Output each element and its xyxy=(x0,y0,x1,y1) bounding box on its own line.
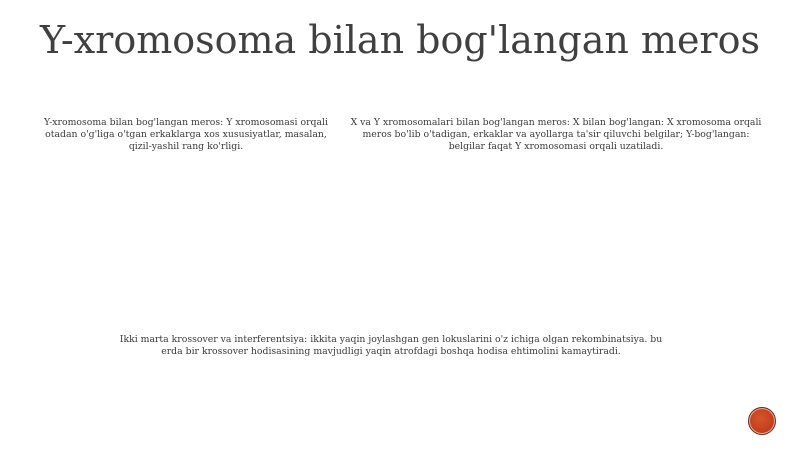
left-text-block: Y-xromosoma bilan bog'langan meros: Y xromosomasi orqali otadan o'g'liga o'tgan erkaklarga xos xususiyatlar, masalan, qizil-yashil rang ko'rligi. xyxy=(44,117,328,152)
slide-title: Y-xromosoma bilan bog'langan meros xyxy=(40,18,760,62)
right-text-block: X va Y xromosomalari bilan bog'langan meros: X bilan bog'langan: X xromosoma orqali meros bo'lib o'tadigan, erkaklar va ayollarga ta'sir qiluvchi belgilar; Y-bog'langan: belgilar faqat Y xromosomasi orqali uzatiladi. xyxy=(350,117,762,152)
next-slide-button[interactable] xyxy=(748,407,776,435)
bottom-text-block: Ikki marta krossover va interferentsiya: ikkita yaqin joylashgan gen lokuslarini o'z ichiga olgan rekombinatsiya. bu erda bir krossover hodisasining mavjudligi yaqin atrofdagi boshqa hodisa ehtimolini kamaytiradi. xyxy=(119,334,663,357)
